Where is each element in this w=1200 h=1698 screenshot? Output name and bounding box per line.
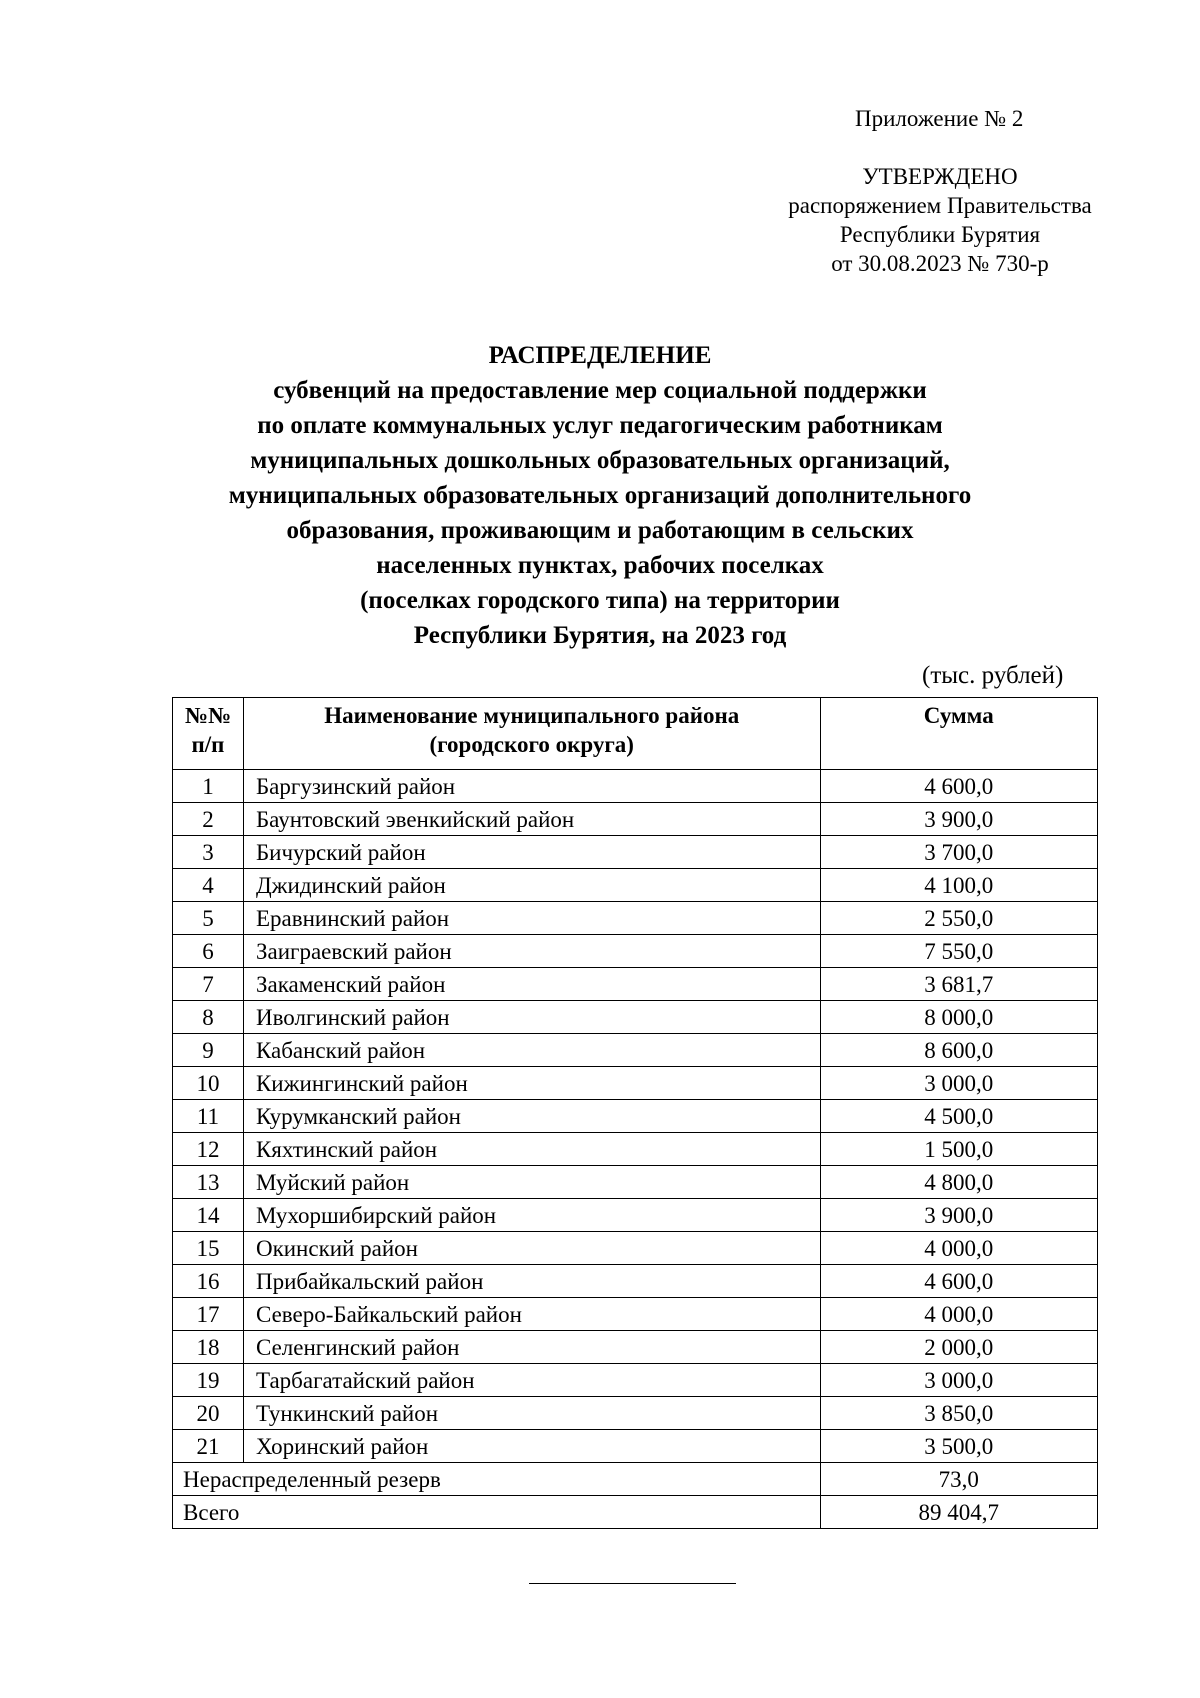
table-row [173,1232,1098,1265]
header-number-line: п/п [191,732,225,757]
row-number: 3 [173,836,244,869]
row-number: 16 [173,1265,244,1298]
row-sum: 7 550,0 [820,935,1098,968]
row-number: 12 [173,1133,244,1166]
title-line: муниципальных дошкольных образовательных организаций, [250,447,950,474]
document-title [160,338,1040,653]
header-number [173,698,244,770]
header-name-line: Наименование муниципального района [324,703,740,728]
row-number: 8 [173,1001,244,1034]
table-row [173,1199,1098,1232]
row-name: Курумканский район [243,1100,820,1133]
table-row [173,1397,1098,1430]
row-name: Селенгинский район [243,1331,820,1364]
title-line: субвенций на предоставление мер социальной поддержки [273,377,927,404]
table-row [173,968,1098,1001]
row-sum: 8 000,0 [820,1001,1098,1034]
table-row [173,1133,1098,1166]
row-name: Северо-Байкальский район [243,1298,820,1331]
row-sum: 3 900,0 [820,803,1098,836]
row-name: Хоринский район [243,1430,820,1463]
row-name: Бичурский район [243,836,820,869]
row-sum: 4 800,0 [820,1166,1098,1199]
row-sum: 4 000,0 [820,1232,1098,1265]
row-number: 18 [173,1331,244,1364]
table-row [173,1298,1098,1331]
row-name: Муйский район [243,1166,820,1199]
row-name: Заиграевский район [243,935,820,968]
row-name: Прибайкальский район [243,1265,820,1298]
row-name: Кижингинский район [243,1067,820,1100]
table-row [173,1265,1098,1298]
row-sum: 4 100,0 [820,869,1098,902]
row-sum: 8 600,0 [820,1034,1098,1067]
table-row [173,1100,1098,1133]
row-sum: 2 550,0 [820,902,1098,935]
row-number: 2 [173,803,244,836]
table-row [173,935,1098,968]
annex-label: Приложение № 2 [855,106,1024,131]
title-line: населенных пунктах, рабочих поселках [376,552,824,579]
row-name: Джидинский район [243,869,820,902]
approval-line: распоряжением Правительства [788,193,1092,218]
table-row [173,770,1098,803]
row-sum: 3 850,0 [820,1397,1098,1430]
row-number: 13 [173,1166,244,1199]
table-row [173,1067,1098,1100]
row-number: 4 [173,869,244,902]
table-row [173,1001,1098,1034]
header-name [243,698,820,770]
title-line: образования, проживающим и работающим в сельских [286,517,914,544]
row-sum: 4 600,0 [820,1265,1098,1298]
row-number: 21 [173,1430,244,1463]
total-row [173,1496,1098,1529]
row-sum: 3 500,0 [820,1430,1098,1463]
row-name: Кабанский район [243,1034,820,1067]
table-row [173,869,1098,902]
row-name: Баунтовский эвенкийский район [243,803,820,836]
row-number: 14 [173,1199,244,1232]
row-sum: 3 900,0 [820,1199,1098,1232]
title-line: по оплате коммунальных услуг педагогическим работникам [257,412,943,439]
header-sum: Сумма [820,698,1098,770]
table-row [173,803,1098,836]
row-number: 5 [173,902,244,935]
row-number: 11 [173,1100,244,1133]
row-sum: 3 700,0 [820,836,1098,869]
row-number: 19 [173,1364,244,1397]
approval-line: от 30.08.2023 № 730-р [831,251,1049,276]
title-line: муниципальных образовательных организаций дополнительного [228,482,972,509]
row-sum: 4 500,0 [820,1100,1098,1133]
table-row [173,1430,1098,1463]
table-row [173,1166,1098,1199]
row-name: Тункинский район [243,1397,820,1430]
table-row [173,836,1098,869]
reserve-sum: 73,0 [820,1463,1098,1496]
row-name: Кяхтинский район [243,1133,820,1166]
header-name-line: (городского округа) [429,732,634,757]
row-number: 7 [173,968,244,1001]
table-row [173,1364,1098,1397]
table-row [173,1331,1098,1364]
row-name: Баргузинский район [243,770,820,803]
units-label: (тыс. рублей) [922,662,1064,689]
row-sum: 3 681,7 [820,968,1098,1001]
row-sum: 4 600,0 [820,770,1098,803]
closing-rule [529,1583,736,1584]
row-sum: 3 000,0 [820,1364,1098,1397]
title-line: Республики Бурятия, на 2023 год [413,622,787,649]
row-sum: 1 500,0 [820,1133,1098,1166]
row-number: 15 [173,1232,244,1265]
row-number: 1 [173,770,244,803]
header-number-line: №№ [184,703,232,728]
row-number: 9 [173,1034,244,1067]
reserve-row [173,1463,1098,1496]
title-line: (поселках городского типа) на территории [360,587,840,614]
row-name: Иволгинский район [243,1001,820,1034]
row-sum: 2 000,0 [820,1331,1098,1364]
approval-line: Республики Бурятия [839,222,1041,247]
total-label: Всего [173,1496,821,1529]
distribution-table [172,697,1098,1529]
table-header-row [173,698,1098,770]
row-name: Закаменский район [243,968,820,1001]
row-name: Еравнинский район [243,902,820,935]
total-sum: 89 404,7 [820,1496,1098,1529]
table-row [173,1034,1098,1067]
row-number: 6 [173,935,244,968]
row-number: 17 [173,1298,244,1331]
row-sum: 3 000,0 [820,1067,1098,1100]
reserve-label: Нераспределенный резерв [173,1463,821,1496]
row-number: 20 [173,1397,244,1430]
table-row [173,902,1098,935]
approval-line: УТВЕРЖДЕНО [862,164,1018,189]
row-name: Тарбагатайский район [243,1364,820,1397]
row-sum: 4 000,0 [820,1298,1098,1331]
approval-block [760,162,1120,278]
title-line: РАСПРЕДЕЛЕНИЕ [488,342,712,369]
row-number: 10 [173,1067,244,1100]
row-name: Окинский район [243,1232,820,1265]
row-name: Мухоршибирский район [243,1199,820,1232]
